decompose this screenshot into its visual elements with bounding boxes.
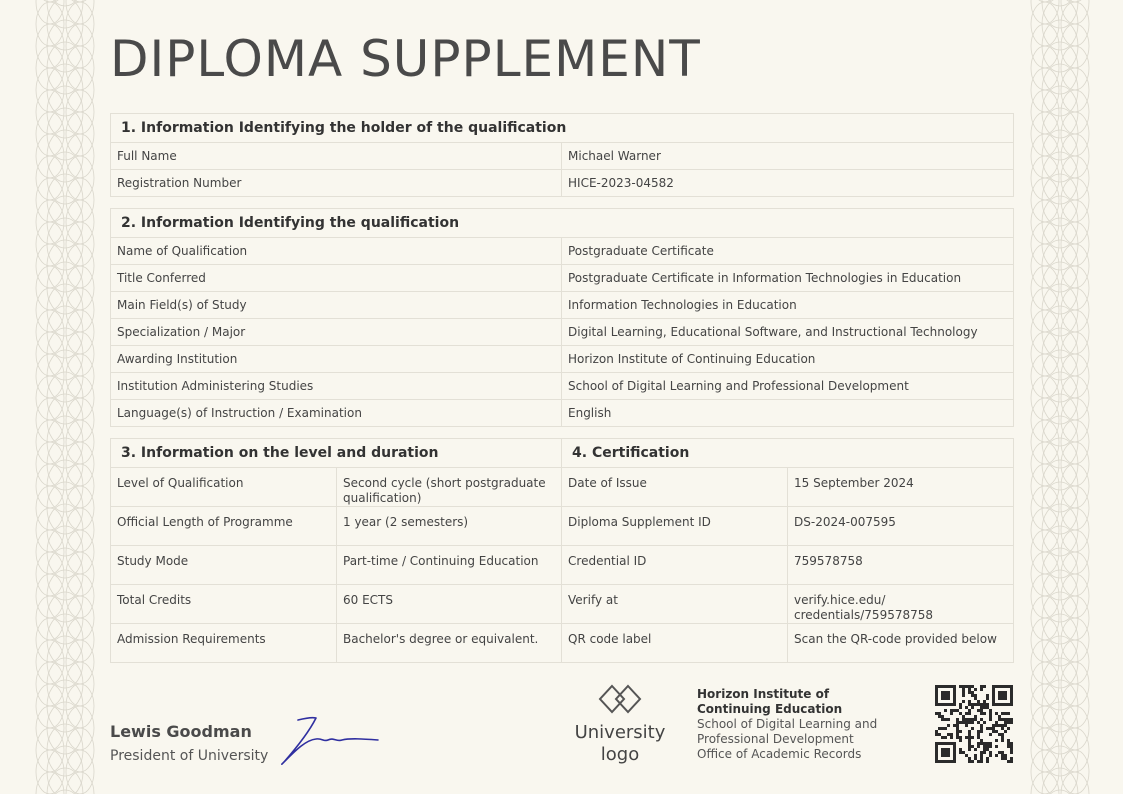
table-row <box>111 170 1014 197</box>
field-label: Total Credits <box>111 585 337 624</box>
field-value: 15 September 2024 <box>788 468 1014 507</box>
section-heading: 1. Information Identifying the holder of the qualification <box>111 114 1014 143</box>
field-value: Postgraduate Certificate <box>562 238 1014 265</box>
table-row <box>111 319 1014 346</box>
field-label: Official Length of Programme <box>111 507 337 546</box>
field-label: Full Name <box>111 143 562 170</box>
table-row <box>111 468 1014 507</box>
signatory-name: Lewis Goodman <box>110 722 252 741</box>
field-value: 60 ECTS <box>337 585 562 624</box>
field-value: Bachelor's degree or equivalent. <box>337 624 562 663</box>
field-value: English <box>562 400 1014 427</box>
table-row <box>111 585 1014 624</box>
field-label: QR code label <box>562 624 788 663</box>
field-value: Digital Learning, Educational Software, and Instructional Technology <box>562 319 1014 346</box>
signatory-role: President of University <box>110 748 269 764</box>
institution-info <box>697 687 897 762</box>
field-value: Scan the QR-code provided below <box>788 624 1014 663</box>
field-value: 1 year (2 semesters) <box>337 507 562 546</box>
field-value: Second cycle (short postgraduate qualification) <box>337 468 562 507</box>
field-label: Main Field(s) of Study <box>111 292 562 319</box>
field-label: Diploma Supplement ID <box>562 507 788 546</box>
school-name: School of Digital Learning and Professional Development <box>697 717 878 746</box>
table-row <box>111 546 1014 585</box>
field-value: School of Digital Learning and Professional Development <box>562 373 1014 400</box>
field-label: Study Mode <box>111 546 337 585</box>
field-value: Postgraduate Certificate in Information Technologies in Education <box>562 265 1014 292</box>
level-and-certification-table <box>110 438 1014 663</box>
verify-url: verify.hice.edu/ credentials/759578758 <box>788 585 1014 624</box>
page-title: DIPLOMA SUPPLEMENT <box>110 30 701 88</box>
section-heading: 2. Information Identifying the qualification <box>111 209 1014 238</box>
table-row <box>111 346 1014 373</box>
table-row <box>111 624 1014 663</box>
field-label: Language(s) of Instruction / Examination <box>111 400 562 427</box>
section-heading: 3. Information on the level and duration <box>111 439 562 468</box>
field-value: DS-2024-007595 <box>788 507 1014 546</box>
university-logo-icon <box>598 684 642 714</box>
table-row <box>111 265 1014 292</box>
guilloche-border-right <box>1025 0 1095 794</box>
handwritten-signature <box>276 712 386 768</box>
field-value: Information Technologies in Education <box>562 292 1014 319</box>
field-label: Institution Administering Studies <box>111 373 562 400</box>
field-label: Registration Number <box>111 170 562 197</box>
table-row <box>111 292 1014 319</box>
field-label: Credential ID <box>562 546 788 585</box>
field-label: Title Conferred <box>111 265 562 292</box>
guilloche-border-left <box>30 0 100 794</box>
institution-name: Horizon Institute of Continuing Education <box>697 687 843 716</box>
table-row <box>111 400 1014 427</box>
field-label: Admission Requirements <box>111 624 337 663</box>
field-label: Level of Qualification <box>111 468 337 507</box>
field-value: Michael Warner <box>562 143 1014 170</box>
table-row <box>111 238 1014 265</box>
table-row <box>111 507 1014 546</box>
field-label: Awarding Institution <box>111 346 562 373</box>
field-value: 759578758 <box>788 546 1014 585</box>
field-label: Name of Qualification <box>111 238 562 265</box>
field-value: HICE-2023-04582 <box>562 170 1014 197</box>
field-label: Date of Issue <box>562 468 788 507</box>
table-row <box>111 143 1014 170</box>
section-heading: 4. Certification <box>562 439 1014 468</box>
field-value: Horizon Institute of Continuing Education <box>562 346 1014 373</box>
field-value: Part-time / Continuing Education <box>337 546 562 585</box>
holder-info-table <box>110 113 1014 197</box>
office-name: Office of Academic Records <box>697 747 862 761</box>
qualification-info-table <box>110 208 1014 427</box>
university-logo-text: University logo <box>574 722 666 765</box>
qr-code <box>935 685 1013 763</box>
field-label: Specialization / Major <box>111 319 562 346</box>
field-label: Verify at <box>562 585 788 624</box>
table-row <box>111 373 1014 400</box>
